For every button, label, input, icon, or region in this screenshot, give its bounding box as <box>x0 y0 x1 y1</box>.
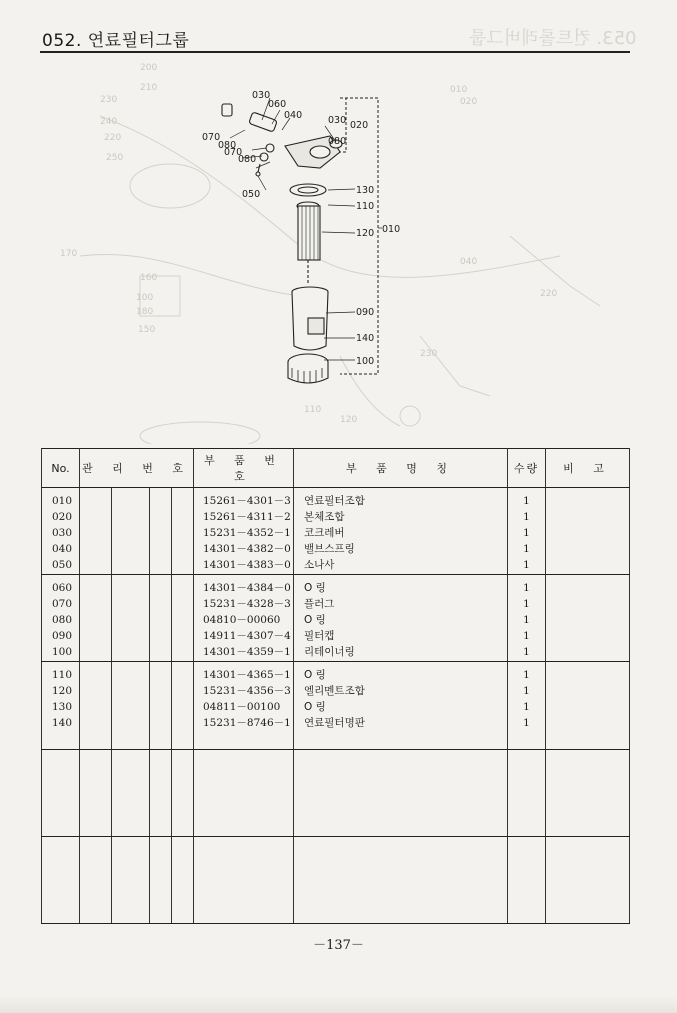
part-value: 14301－4383－0 <box>203 559 291 571</box>
header-quantity: 수량 <box>508 449 546 488</box>
qty-value: 1 <box>523 511 530 523</box>
qty-value: 1 <box>523 582 530 595</box>
scan-edge <box>0 995 677 1013</box>
qty-value: 1 <box>523 685 530 698</box>
part-value: 15231－4356－3 <box>203 685 291 698</box>
name-value: 리테이너링 <box>304 646 355 659</box>
ghost-label: 230 <box>420 349 438 359</box>
callout-label: 140 <box>356 333 375 344</box>
no-value: 040 <box>52 543 73 555</box>
ghost-label: 150 <box>138 325 156 335</box>
no-value: 070 <box>52 598 73 611</box>
callout-label: 080 <box>238 154 257 165</box>
ghost-label: 220 <box>540 289 558 299</box>
part-value: 04811－00100 <box>203 701 281 714</box>
callout-label: 130 <box>356 185 375 196</box>
ghost-label: 210 <box>140 83 158 93</box>
part-name-cell <box>294 488 508 575</box>
ghost-label: 010 <box>450 85 468 95</box>
qty-value: 1 <box>523 701 530 714</box>
name-value: 소나사 <box>304 559 335 571</box>
name-value: 플러그 <box>304 598 335 611</box>
no-value: 110 <box>52 669 73 682</box>
ghost-label: 230 <box>100 95 118 105</box>
callout-label: 020 <box>350 120 369 131</box>
table-row <box>42 662 630 749</box>
ghost-label: 110 <box>304 405 322 415</box>
header-management-number: 관 리 번 호 <box>80 449 194 488</box>
part-number-cell <box>194 575 294 662</box>
callout-label: 050 <box>242 189 261 200</box>
name-value: O 링 <box>304 614 326 627</box>
qty-value: 1 <box>523 543 530 555</box>
no-value: 130 <box>52 701 73 714</box>
no-cell <box>42 488 80 575</box>
callout-label: 030 <box>252 90 271 101</box>
quantity-cell <box>508 662 546 749</box>
table-row <box>42 749 630 836</box>
filter-element <box>298 206 320 284</box>
quantity-cell <box>508 575 546 662</box>
qty-value: 1 <box>523 669 530 682</box>
part-value: 14301－4359－1 <box>203 646 291 659</box>
qty-value: 1 <box>523 717 530 730</box>
header-part-number: 부 품 번 호 <box>194 449 294 488</box>
header-remarks: 비 고 <box>546 449 630 488</box>
part-value: 04810－00060 <box>203 614 281 627</box>
ghost-label: 120 <box>340 415 358 425</box>
callout-label: 090 <box>356 307 375 318</box>
table-row-group <box>42 749 630 836</box>
name-value: 연료필터명판 <box>304 717 365 730</box>
ghost-label: 020 <box>460 97 478 107</box>
name-value: O 링 <box>304 582 326 595</box>
name-value: 코크레버 <box>304 527 345 539</box>
callout-label: 010 <box>382 224 401 235</box>
no-value: 010 <box>52 495 73 507</box>
name-value: 본체조합 <box>304 511 345 523</box>
ghost-label: 170 <box>60 249 78 259</box>
header-no: No. <box>42 449 80 488</box>
table-row-group <box>42 575 630 662</box>
table-row-group <box>42 836 630 923</box>
ghost-label: 250 <box>106 153 124 163</box>
no-value: 140 <box>52 717 73 730</box>
ghost-label: 040 <box>460 257 478 267</box>
part-value: 14301－4384－0 <box>203 582 291 595</box>
table-row-group <box>42 662 630 749</box>
part-value: 15231－8746－1 <box>203 717 291 730</box>
callout-label: 120 <box>356 228 375 239</box>
callout-label: 100 <box>356 356 375 367</box>
page-number: －137－ <box>313 938 364 953</box>
part-number-cell <box>194 662 294 749</box>
ghost-label: 100 <box>136 293 154 303</box>
part-number-cell <box>194 488 294 575</box>
qty-value: 1 <box>523 495 530 507</box>
page-title: 052. 연료필터그룹 <box>42 31 190 51</box>
table-row <box>42 488 630 575</box>
exploded-parts-diagram <box>40 56 630 444</box>
part-value: 15261－4311－2 <box>203 511 291 523</box>
name-value: O 링 <box>304 669 326 682</box>
part-name-cell <box>294 662 508 749</box>
qty-value: 1 <box>523 527 530 539</box>
part-value: 15231－4352－1 <box>203 527 291 539</box>
no-value: 120 <box>52 685 73 698</box>
part-value: 14911－4307－4 <box>203 630 291 643</box>
part-name-cell <box>294 575 508 662</box>
no-cell <box>42 575 80 662</box>
table-row <box>42 575 630 662</box>
ghost-label: 220 <box>104 133 122 143</box>
no-value: 090 <box>52 630 73 643</box>
ghost-label: 240 <box>100 117 118 127</box>
bleed-through-drawing <box>80 116 600 444</box>
name-value: O 링 <box>304 701 326 714</box>
no-cell <box>42 662 80 749</box>
no-value: 080 <box>52 614 73 627</box>
callout-label: 080 <box>218 140 237 151</box>
title-rule <box>40 51 630 53</box>
table-row-group <box>42 488 630 575</box>
callout-label: 110 <box>356 201 375 212</box>
table-row <box>42 836 630 923</box>
name-value: 연료필터조합 <box>304 495 365 507</box>
qty-value: 1 <box>523 598 530 611</box>
qty-value: 1 <box>523 559 530 571</box>
part-value: 15261－4301－3 <box>203 495 291 507</box>
no-value: 100 <box>52 646 73 659</box>
part-value: 15231－4328－3 <box>203 598 291 611</box>
name-value: 밸브스프링 <box>304 543 355 555</box>
quantity-cell <box>508 488 546 575</box>
ghost-label: 200 <box>140 63 158 73</box>
no-value: 050 <box>52 559 73 571</box>
callout-label: 070 <box>224 147 243 158</box>
bleed-through-title: 053. 컨트롤레버그룹 <box>469 28 637 49</box>
header-part-name: 부 품 명 칭 <box>294 449 508 488</box>
callout-label: 060 <box>268 99 287 110</box>
callout-label: 040 <box>284 110 303 121</box>
qty-value: 1 <box>523 646 530 659</box>
no-value: 030 <box>52 527 73 539</box>
part-value: 14301－4382－0 <box>203 543 291 555</box>
no-value: 060 <box>52 582 73 595</box>
name-value: 엘리멘트조합 <box>304 685 365 698</box>
ghost-label: 180 <box>136 307 154 317</box>
callout-label: 030 <box>328 115 347 126</box>
ghost-label: 160 <box>140 273 158 283</box>
name-value: 필터캡 <box>304 630 335 643</box>
callout-label: 080 <box>328 136 347 147</box>
qty-value: 1 <box>523 614 530 627</box>
retainer-ring <box>288 354 328 383</box>
callout-label: 070 <box>202 132 221 143</box>
qty-value: 1 <box>523 630 530 643</box>
no-value: 020 <box>52 511 73 523</box>
part-value: 14301－4365－1 <box>203 669 291 682</box>
parts-table <box>41 448 630 924</box>
filter-bowl <box>292 287 328 350</box>
